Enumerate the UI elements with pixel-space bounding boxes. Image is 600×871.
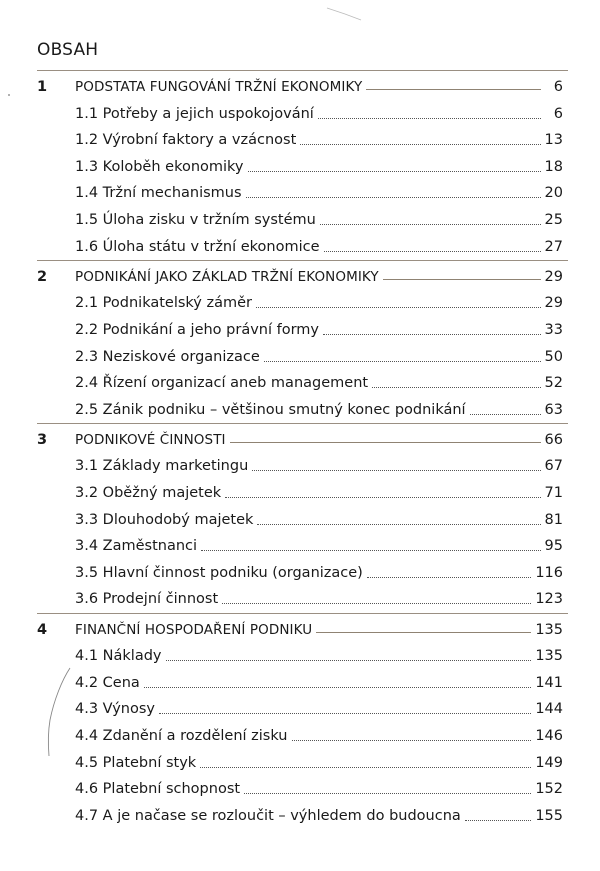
section-page-number: 18: [544, 158, 563, 175]
section-title: 1.5 Úloha zisku v tržním systému: [75, 212, 316, 228]
chapter-divider: [37, 423, 568, 424]
chapter-page-number: 29: [544, 268, 563, 285]
section-title: 3.3 Dlouhodobý majetek: [75, 511, 254, 528]
toc-chapter-1[interactable]: [37, 72, 563, 96]
toc-section[interactable]: [37, 478, 563, 502]
section-page-number: 123: [535, 591, 563, 608]
section-page-number: 152: [535, 781, 563, 798]
section-leader-dots: [300, 144, 540, 145]
section-page-number: 13: [544, 132, 563, 149]
section-page-number: 25: [544, 212, 563, 228]
toc-chapter-3[interactable]: [37, 425, 563, 449]
section-leader-dots: [257, 524, 540, 525]
toc-section[interactable]: [37, 395, 563, 419]
dust-dot-icon: [6, 92, 12, 98]
section-title: 1.6 Úloha státu v tržní ekonomice: [75, 238, 320, 255]
chapter-title: PODSTATA FUNGOVÁNÍ TRŽNÍ EKONOMIKY: [75, 79, 363, 95]
toc-section[interactable]: [37, 721, 563, 745]
section-title: 4.3 Výnosy: [75, 701, 155, 718]
section-title: 2.5 Zánik podniku – většinou smutný konec podnikání: [75, 401, 466, 418]
section-title: 1.3 Koloběh ekonomiky: [75, 158, 244, 175]
chapter-page-number: 66: [544, 431, 563, 448]
chapter-number: 3: [37, 431, 48, 448]
section-page-number: 146: [535, 727, 563, 744]
section-title: 1.1 Potřeby a jejich uspokojování: [75, 105, 314, 122]
section-page-number: 116: [535, 564, 563, 581]
chapter-number: 4: [37, 621, 48, 638]
section-page-number: 135: [535, 648, 563, 665]
section-page-number: 95: [544, 538, 563, 555]
section-title: 4.7 A je načase se rozloučit – výhledem do budoucna: [75, 807, 461, 824]
toc-section[interactable]: [37, 451, 563, 475]
toc-chapter-4[interactable]: [37, 615, 563, 639]
section-page-number: 144: [535, 701, 563, 718]
section-leader-dots: [367, 577, 531, 578]
section-page-number: 20: [544, 185, 563, 202]
toc-section[interactable]: [37, 748, 563, 772]
chapter-title: PODNIKÁNÍ JAKO ZÁKLAD TRŽNÍ EKONOMIKY: [75, 268, 379, 285]
section-title: 3.5 Hlavní činnost podniku (organizace): [75, 564, 363, 581]
section-title: 4.5 Platební styk: [75, 754, 197, 771]
section-title: 3.1 Základy marketingu: [75, 458, 249, 475]
section-leader-dots: [244, 793, 531, 794]
toc-section[interactable]: [37, 152, 563, 176]
section-leader-dots: [166, 660, 532, 661]
section-leader-dots: [144, 687, 532, 688]
chapter-leader-line: [383, 279, 541, 280]
section-title: 1.2 Výrobní faktory a vzácnost: [75, 132, 297, 149]
section-title: 4.6 Platební schopnost: [75, 781, 241, 798]
chapter-number: 2: [37, 268, 48, 285]
chapter-leader-line: [316, 632, 531, 633]
section-leader-dots: [246, 197, 541, 198]
toc-section[interactable]: [37, 774, 563, 798]
section-page-number: 63: [544, 401, 563, 418]
section-leader-dots: [264, 361, 541, 362]
toc-section[interactable]: [37, 505, 563, 529]
section-title: 3.4 Zaměstnanci: [75, 538, 198, 555]
section-page-number: 33: [544, 321, 563, 338]
chapter-leader-line: [366, 89, 541, 90]
chapter-divider: [37, 70, 568, 71]
toc-section[interactable]: [37, 531, 563, 555]
section-leader-dots: [324, 251, 541, 252]
section-leader-dots: [323, 334, 541, 335]
section-title: 2.4 Řízení organizací aneb management: [75, 375, 369, 392]
toc-section[interactable]: [37, 125, 563, 149]
section-leader-dots: [222, 603, 531, 604]
chapter-divider: [37, 260, 568, 261]
toc-section[interactable]: [37, 641, 563, 665]
toc-title: OBSAH: [37, 40, 99, 60]
section-leader-dots: [200, 767, 531, 768]
pencil-mark-icon: [40, 660, 80, 760]
toc-section[interactable]: [37, 668, 563, 692]
section-leader-dots: [318, 118, 541, 119]
section-leader-dots: [252, 470, 540, 471]
toc-chapter-2[interactable]: [37, 262, 563, 286]
toc-section[interactable]: [37, 232, 563, 256]
chapter-number: 1: [37, 79, 48, 95]
section-title: 1.4 Tržní mechanismus: [75, 185, 242, 202]
toc-section[interactable]: [37, 178, 563, 202]
toc-section[interactable]: [37, 342, 563, 366]
section-leader-dots: [320, 224, 541, 225]
section-title: 4.2 Cena: [75, 674, 140, 691]
section-leader-dots: [372, 387, 540, 388]
toc-section[interactable]: [37, 584, 563, 608]
chapter-title: PODNIKOVÉ ČINNOSTI: [75, 431, 226, 448]
section-leader-dots: [256, 307, 541, 308]
section-leader-dots: [465, 820, 532, 821]
section-page-number: 27: [544, 238, 563, 255]
toc-section[interactable]: [37, 694, 563, 718]
toc-section[interactable]: [37, 315, 563, 339]
toc-section[interactable]: [37, 558, 563, 582]
section-title: 3.6 Prodejní činnost: [75, 591, 219, 608]
section-title: 2.2 Podnikání a jeho právní formy: [75, 321, 320, 338]
chapter-page-number: 6: [553, 79, 563, 95]
section-page-number: 52: [544, 375, 563, 392]
section-page-number: 81: [544, 511, 563, 528]
section-leader-dots: [292, 740, 532, 741]
section-page-number: 29: [544, 295, 563, 312]
toc-section[interactable]: [37, 288, 563, 312]
section-page-number: 71: [544, 485, 563, 501]
section-page-number: 67: [544, 458, 563, 475]
chapter-divider: [37, 613, 568, 614]
section-leader-dots: [470, 414, 541, 415]
section-page-number: 50: [544, 348, 563, 365]
section-page-number: 6: [553, 105, 563, 122]
paper-speck-icon: [325, 4, 365, 24]
section-title: 2.1 Podnikatelský záměr: [75, 295, 252, 312]
section-leader-dots: [201, 550, 541, 551]
toc-section[interactable]: [37, 205, 563, 229]
section-title: 4.1 Náklady: [75, 648, 162, 665]
chapter-title: FINANČNÍ HOSPODAŘENÍ PODNIKU: [75, 621, 313, 638]
section-title: 4.4 Zdanění a rozdělení zisku: [75, 727, 288, 744]
toc-section[interactable]: [37, 368, 563, 392]
chapter-leader-line: [230, 442, 541, 443]
section-page-number: 149: [535, 754, 563, 771]
section-leader-dots: [248, 171, 541, 172]
section-leader-dots: [159, 713, 531, 714]
toc-section[interactable]: [37, 99, 563, 123]
section-page-number: 141: [535, 674, 563, 691]
section-title: 3.2 Oběžný majetek: [75, 485, 222, 501]
toc-section[interactable]: [37, 801, 563, 825]
section-leader-dots: [225, 497, 540, 498]
section-page-number: 155: [535, 807, 563, 824]
section-title: 2.3 Neziskové organizace: [75, 348, 260, 365]
chapter-page-number: 135: [535, 621, 563, 638]
